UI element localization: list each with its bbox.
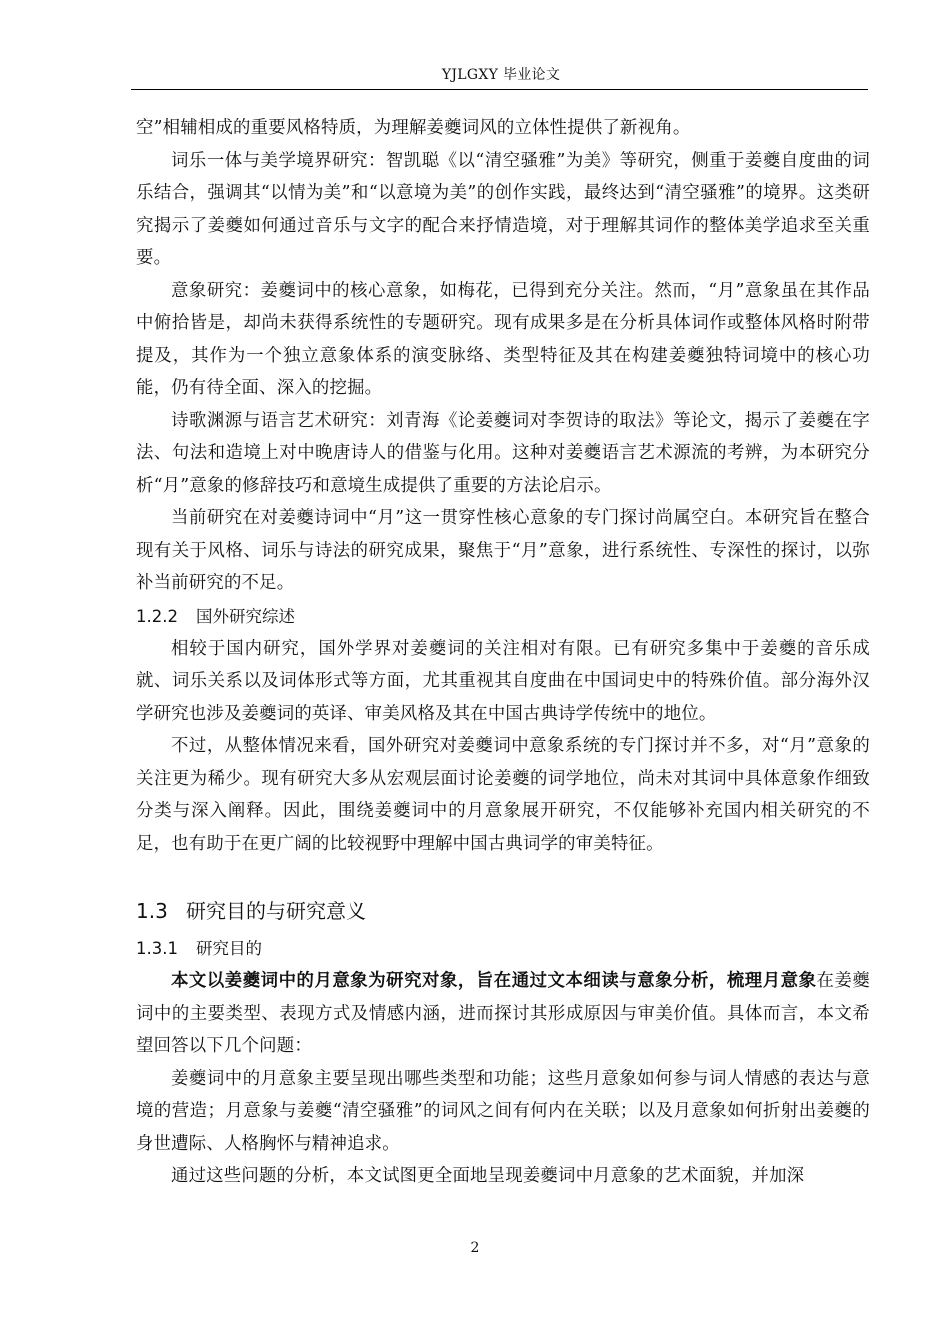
header-divider [131,89,868,90]
section-heading-1-3 [136,894,870,928]
paragraph: 当前研究在对姜夔诗词中“月”这一贯穿性核心意象的专门探讨尚属空白。本研究旨在整合现有关于风格、词乐与诗法的研究成果，聚焦于“月”意象，进行系统性、专深性的探讨，以弥补当前研究的不足。 [136,508,870,593]
section-title: 研究目的与研究意义 [186,899,366,923]
paragraph: 诗歌渊源与语言艺术研究：刘青海《论姜夔词对李贺诗的取法》等论文，揭示了姜夔在字法、句法和造境上对中晚唐诗人的借鉴与化用。这种对姜夔语言艺术源流的考辨，为本研究分析“月”意象的修辞技巧和意境生成提供了重要的方法论启示。 [136,410,870,496]
bold-text: 本文以姜夔词中的月意象为研究对象，旨在通过文本细读与意象分析，梳理月意象 [171,971,817,991]
paragraph: 意象研究：姜夔词中的核心意象，如梅花，已得到充分关注。然而，“月”意象虽在其作品中俯拾皆是，却尚未获得系统性的专题研究。现有成果多是在分析具体词作或整体风格时附带提及，其作为一个独立意象体系的演变脉络、类型特征及其在构建姜夔独特词境中的核心功能，仍有待全面、深入的挖掘。 [136,280,870,398]
section-number: 1.3.1 [136,939,178,958]
section-heading-1-3-1 [136,932,870,965]
paragraph: 相较于国内研究，国外学界对姜夔词的关注相对有限。已有研究多集中于姜夔的音乐成就、词乐关系以及词体形式等方面，尤其重视其自度曲在中国词史中的特殊价值。部分海外汉学研究也涉及姜夔词的英译、审美风格及其在中国古典诗学传统中的地位。 [136,638,870,724]
section-number: 1.2.2 [136,606,178,626]
page-header: YJLGXY 毕业论文 [441,67,561,83]
paragraph [136,965,870,1063]
section-heading-1-2-2 [136,600,870,633]
section-title: 国外研究综述 [196,606,295,626]
paragraph: 不过，从整体情况来看，国外研究对姜夔词中意象系统的专门探讨并不多，对“月”意象的关注更为稀少。现有研究大多从宏观层面讨论姜夔的词学地位，尚未对其词中具体意象作细致分类与深入阐释。因此，围绕姜夔词中的月意象展开研究，不仅能够补充国内相关研究的不足，也有助于在更广阔的比较视野中理解中国古典词学的审美特征。 [136,736,870,854]
paragraph-text: 在姜夔词中的主要类型、表现方式及情感内涵，进而探讨其形成原因与审美价值。具体而言，本文希望回答以下几个问题： [136,971,870,1056]
paragraph: 空”相辅相成的重要风格特质，为理解姜夔词风的立体性提供了新视角。 [136,118,691,138]
paragraph: 词乐一体与美学境界研究：智凯聪《以“清空骚雅”为美》等研究，侧重于姜夔自度曲的词乐结合，强调其“以情为美”和“以意境为美”的创作实践，最终达到“清空骚雅”的境界。这类研究揭示了姜夔如何通过音乐与文字的配合来抒情造境，对于理解其词作的整体美学追求至关重要。 [136,150,870,268]
paragraph: 通过这些问题的分析，本文试图更全面地呈现姜夔词中月意象的艺术面貌，并加深 [171,1166,805,1186]
paragraph: 姜夔词中的月意象主要呈现出哪些类型和功能；这些月意象如何参与词人情感的表达与意境的营造；月意象与姜夔“清空骚雅”的词风之间有何内在关联；以及月意象如何折射出姜夔的身世遭际、人格胸怀与精神追求。 [136,1068,870,1154]
section-number: 1.3 [136,899,168,923]
page-number: 2 [470,1240,480,1256]
section-title: 研究目的 [196,939,262,958]
page-body [136,112,870,1193]
